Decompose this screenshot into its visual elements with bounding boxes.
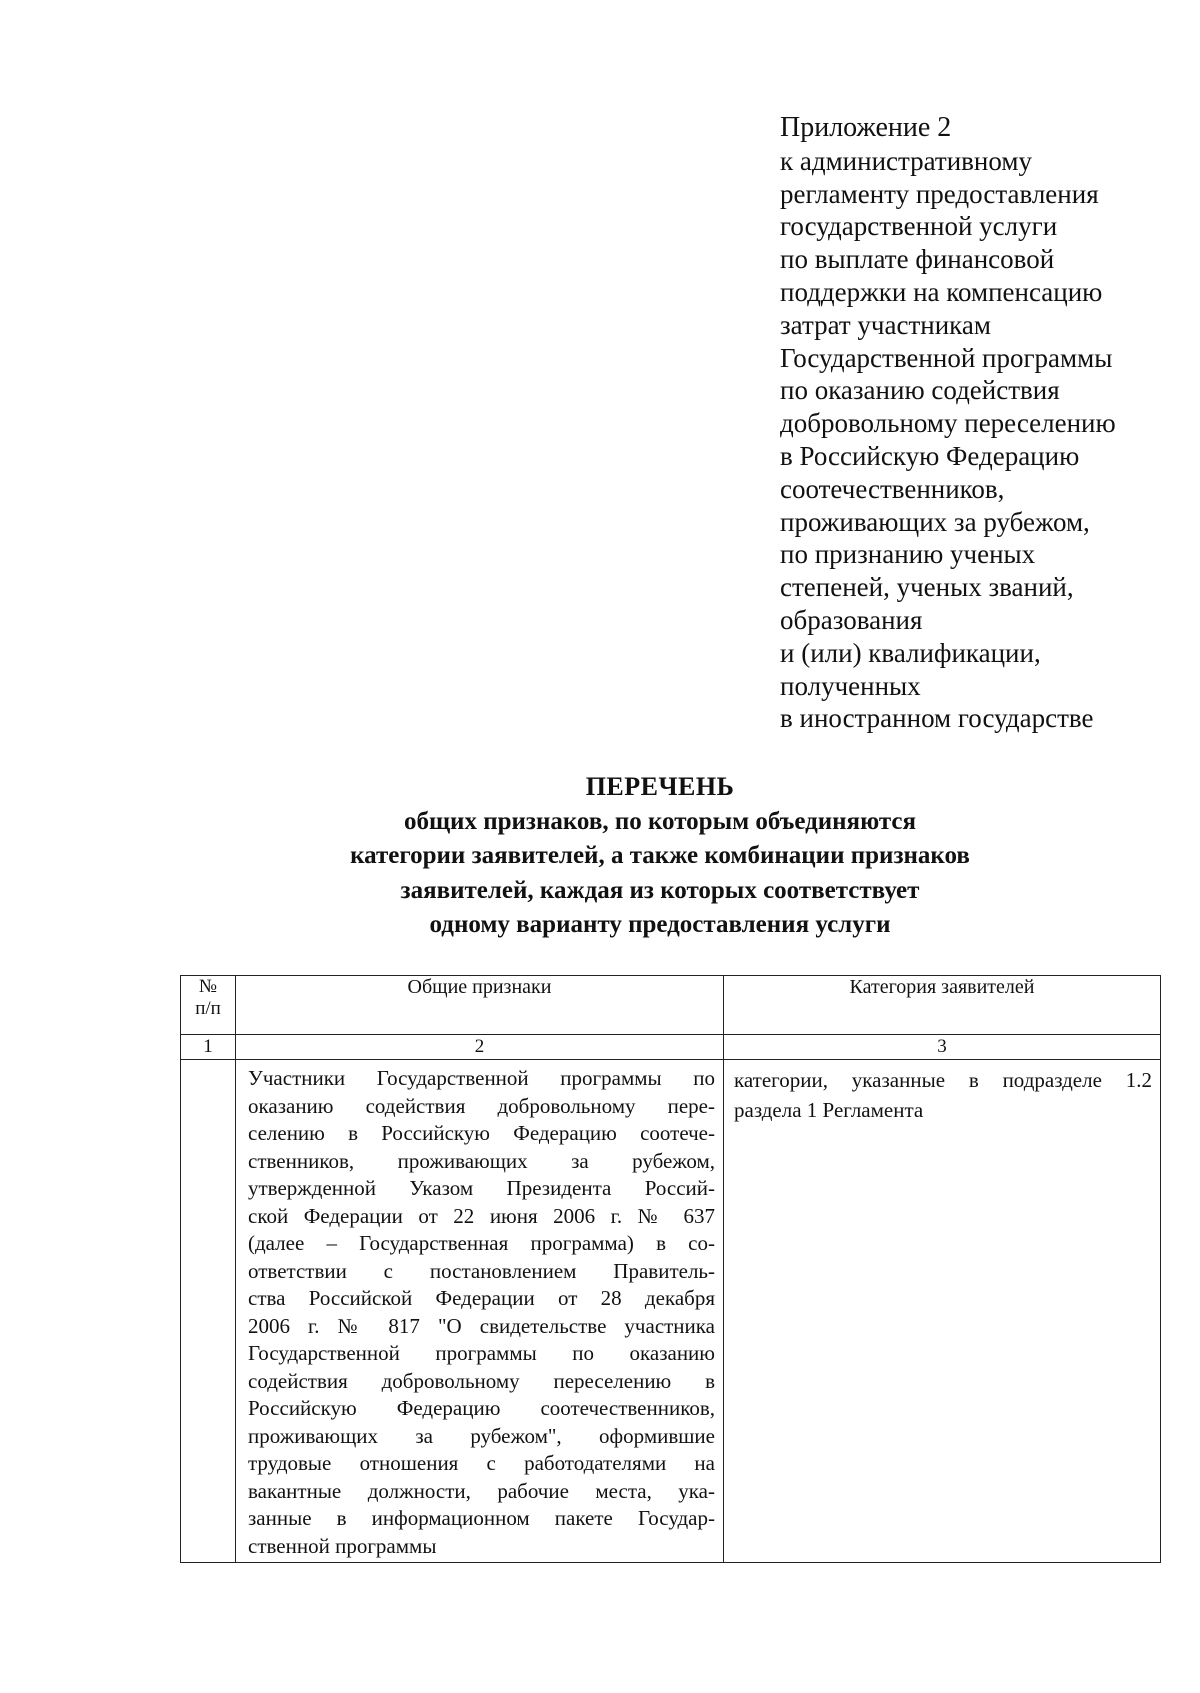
heading-line: одному варианту предоставления услуги xyxy=(429,911,891,938)
annex-line: Государственной программы xyxy=(780,342,1113,373)
table-header-row xyxy=(181,976,1161,1035)
annex-line: проживающих за рубежом, xyxy=(780,506,1090,537)
table-row xyxy=(181,1060,1161,1563)
column-number-row xyxy=(181,1035,1161,1060)
annex-line: поддержки на компенсацию xyxy=(780,276,1103,307)
header-number-cell xyxy=(181,976,236,1035)
signs-text-line: селению в Российскую Федерацию соотече- xyxy=(248,1121,715,1145)
row-signs-cell xyxy=(236,1060,724,1563)
column-number-cell: 2 xyxy=(236,1035,724,1060)
annex-header xyxy=(780,112,1180,735)
annex-line: полученных xyxy=(780,670,921,701)
annex-line: образования xyxy=(780,604,923,635)
document-heading xyxy=(0,770,1200,943)
annex-line: регламенту предоставления xyxy=(780,178,1099,209)
column-number-cell: 3 xyxy=(724,1035,1161,1060)
heading-line: заявителей, каждая из которых соответствует xyxy=(400,876,920,904)
annex-line: к административному xyxy=(780,145,1032,176)
annex-line: и (или) квалификации, xyxy=(780,637,1041,668)
heading-title: ПЕРЕЧЕНЬ xyxy=(585,772,735,801)
signs-text-line: Участники Государственной программы по xyxy=(248,1066,715,1090)
signs-text-line: оказанию содействия добровольному пере- xyxy=(248,1093,715,1118)
signs-text-line: проживающих за рубежом", оформившие xyxy=(248,1423,715,1448)
annex-line: по выплате финансовой xyxy=(780,244,1055,275)
signs-text-line: содействия добровольному переселению в xyxy=(248,1368,715,1393)
header-category-cell: Категория заявителей xyxy=(724,976,1161,1035)
row-number-cell xyxy=(181,1060,236,1563)
header-signs-cell: Общие признаки xyxy=(236,976,724,1035)
annex-line: в иностранном государстве xyxy=(780,703,1094,734)
signs-text-line: ответствии с постановлением Правитель- xyxy=(248,1258,715,1283)
signs-text-line: (далее – Государственная программа) в со- xyxy=(248,1231,715,1255)
signs-text-line: трудовые отношения с работодателями на xyxy=(248,1451,715,1475)
signs-text-line: ственной программы xyxy=(248,1533,437,1558)
category-text-line: категории, указанные в подразделе 1.2 xyxy=(734,1068,1152,1092)
annex-line: по оказанию содействия xyxy=(780,375,1060,406)
annex-line: добровольному переселению xyxy=(780,408,1116,439)
header-number-abbr: п/п xyxy=(195,998,221,1019)
signs-text-line: Государственной программы по оказанию xyxy=(248,1341,715,1365)
signs-text-line: ственников, проживающих за рубежом, xyxy=(248,1148,715,1173)
annex-title: Приложение 2 xyxy=(780,112,952,143)
annex-line: государственной услуги xyxy=(780,211,1058,242)
signs-text-line: ской Федерации от 22 июня 2006 г. № 637 xyxy=(248,1203,715,1228)
column-number-cell: 1 xyxy=(181,1035,236,1060)
annex-line: в Российскую Федерацию xyxy=(780,440,1080,471)
annex-line: соотечественников, xyxy=(780,473,1005,504)
header-number-sign: № xyxy=(198,976,218,997)
heading-line: общих признаков, по которым объединяются xyxy=(403,807,917,835)
annex-line: затрат участникам xyxy=(780,309,991,340)
annex-line: по признанию ученых xyxy=(780,539,1036,570)
criteria-table xyxy=(180,975,1161,1563)
signs-text-line: ства Российской Федерации от 28 декабря xyxy=(248,1286,715,1310)
signs-text-line: Российскую Федерацию соотечественников, xyxy=(248,1396,715,1420)
heading-line: категории заявителей, а также комбинации признаков xyxy=(350,842,970,869)
signs-text-line: занные в информационном пакете Государ- xyxy=(248,1506,715,1530)
category-text-line: раздела 1 Регламента xyxy=(734,1098,924,1122)
row-category-cell xyxy=(724,1060,1161,1563)
annex-line: степеней, ученых званий, xyxy=(780,572,1074,603)
signs-text-line: вакантные должности, рабочие места, ука- xyxy=(248,1478,715,1503)
signs-text-line: 2006 г. № 817 "О свидетельстве участника xyxy=(248,1313,715,1338)
signs-text-line: утвержденной Указом Президента Россий- xyxy=(248,1176,715,1200)
